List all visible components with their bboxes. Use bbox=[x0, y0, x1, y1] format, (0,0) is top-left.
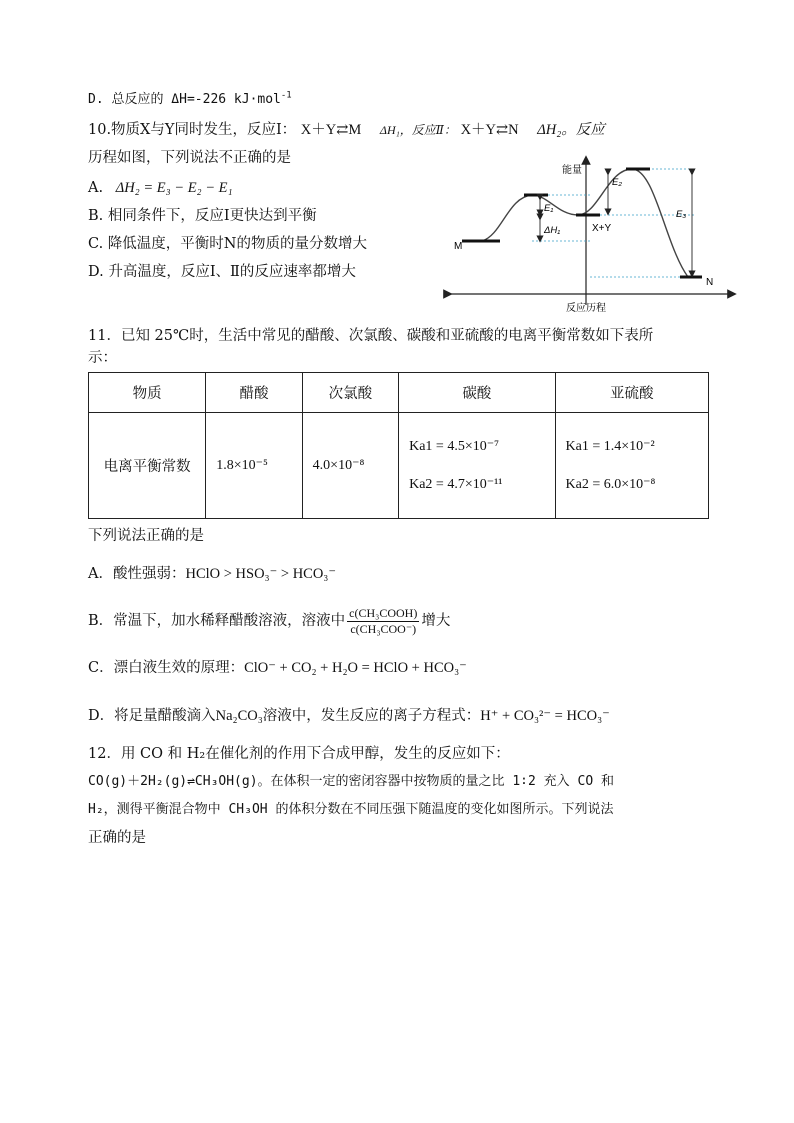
q12-stem: 12．用 CO 和 H₂在催化剂的作用下合成甲醇，发生的反应如下： bbox=[88, 746, 510, 762]
sulfurous-values: Ka1 = 1.4×10⁻² Ka2 = 6.0×10⁻⁸ bbox=[555, 413, 708, 519]
label-e3: E₃ bbox=[676, 209, 687, 220]
q11-option-a: A．酸性强弱：HClO > HSO₃⁻ > HCO₃⁻ bbox=[88, 566, 337, 582]
acetic-value: 1.8×10⁻⁵ bbox=[206, 413, 302, 519]
table-header: 碳酸 bbox=[399, 373, 555, 413]
label-m: M bbox=[454, 241, 463, 252]
q9-option-d: D. 总反应的 ΔH=-226 kJ·mol$^{-1}$ bbox=[88, 90, 292, 107]
label-e2: E₂ bbox=[612, 177, 622, 188]
table-header: 亚硫酸 bbox=[555, 373, 708, 413]
row-label: 电离平衡常数 bbox=[89, 413, 206, 519]
label-xy: X+Y bbox=[592, 223, 612, 234]
q10-option-a: A. ΔH₂ = E₃ − E₂ − E₁ bbox=[88, 180, 233, 196]
q12-line-2: CO(g)＋2H₂(g)⇌CH₃OH(g)。在体积一定的密闭容器中按物质的量之比 1∶2 充入 CO 和 bbox=[88, 774, 614, 789]
carbonic-values: Ka1 = 4.5×10⁻⁷ Ka2 = 4.7×10⁻¹¹ bbox=[399, 413, 555, 519]
q10-option-d: D. 升高温度，反应Ⅰ、Ⅱ的反应速率都增大 bbox=[88, 264, 356, 280]
q10-option-c: C. 降低温度，平衡时N的物质的量分数增大 bbox=[88, 236, 367, 252]
q12-line-4: 正确的是 bbox=[88, 830, 146, 846]
table-row bbox=[89, 413, 709, 519]
label-e1: E₁ bbox=[544, 203, 554, 214]
q11-option-d: D．将足量醋酸滴入Na₂CO₃溶液中，发生反应的离子方程式：H⁺ + CO₃²⁻ = HCO₃⁻ bbox=[88, 708, 610, 724]
label-dh1: ΔH₁ bbox=[544, 225, 561, 236]
constants-table bbox=[88, 372, 709, 519]
table-row bbox=[89, 373, 709, 413]
q11-stem-2: 示： bbox=[88, 350, 117, 366]
energy-diagram bbox=[440, 155, 740, 315]
reaction-curve bbox=[482, 169, 688, 277]
q12-line-3: H₂，测得平衡混合物中 CH₃OH 的体积分数在不同压强下随温度的变化如图所示。下列说法 bbox=[88, 802, 614, 817]
q11-option-c: C．漂白液生效的原理：ClO⁻ + CO₂ + H₂O = HClO + HCO₃⁻ bbox=[88, 660, 467, 676]
q10-stem-2: 历程如图，下列说法不正确的是 bbox=[88, 150, 291, 166]
q11-stem: 11．已知 25℃时，生活中常见的醋酸、次氯酸、碳酸和亚硫酸的电离平衡常数如下表所 bbox=[88, 328, 654, 344]
q11-option-b: B．常温下，加水稀释醋酸溶液，溶液中 $\frac{\text{c(CH₃COOH)}}{\text{c(CH₃COO⁻)}}$ 增大 bbox=[88, 605, 451, 636]
q10-stem: 10.物质X与Y同时发生，反应Ⅰ： X＋Y⇄M ΔH₁，反应Ⅱ： X＋Y⇄N ΔH₂。反应 bbox=[88, 122, 605, 138]
q11-prompt: 下列说法正确的是 bbox=[88, 528, 204, 544]
table-header: 次氯酸 bbox=[302, 373, 398, 413]
table-header: 物质 bbox=[89, 373, 206, 413]
q10-option-b: B. 相同条件下，反应Ⅰ更快达到平衡 bbox=[88, 208, 317, 224]
y-axis-label: 能量 bbox=[562, 165, 582, 176]
hypochlorous-value: 4.0×10⁻⁸ bbox=[302, 413, 398, 519]
label-n: N bbox=[706, 277, 714, 288]
table-header: 醋酸 bbox=[206, 373, 302, 413]
ratio-fraction: $\frac{\text{c(CH₃COOH)}}{\text{c(CH₃COO⁻)}}$ bbox=[349, 605, 418, 636]
x-axis-label: 反应历程 bbox=[566, 303, 606, 314]
